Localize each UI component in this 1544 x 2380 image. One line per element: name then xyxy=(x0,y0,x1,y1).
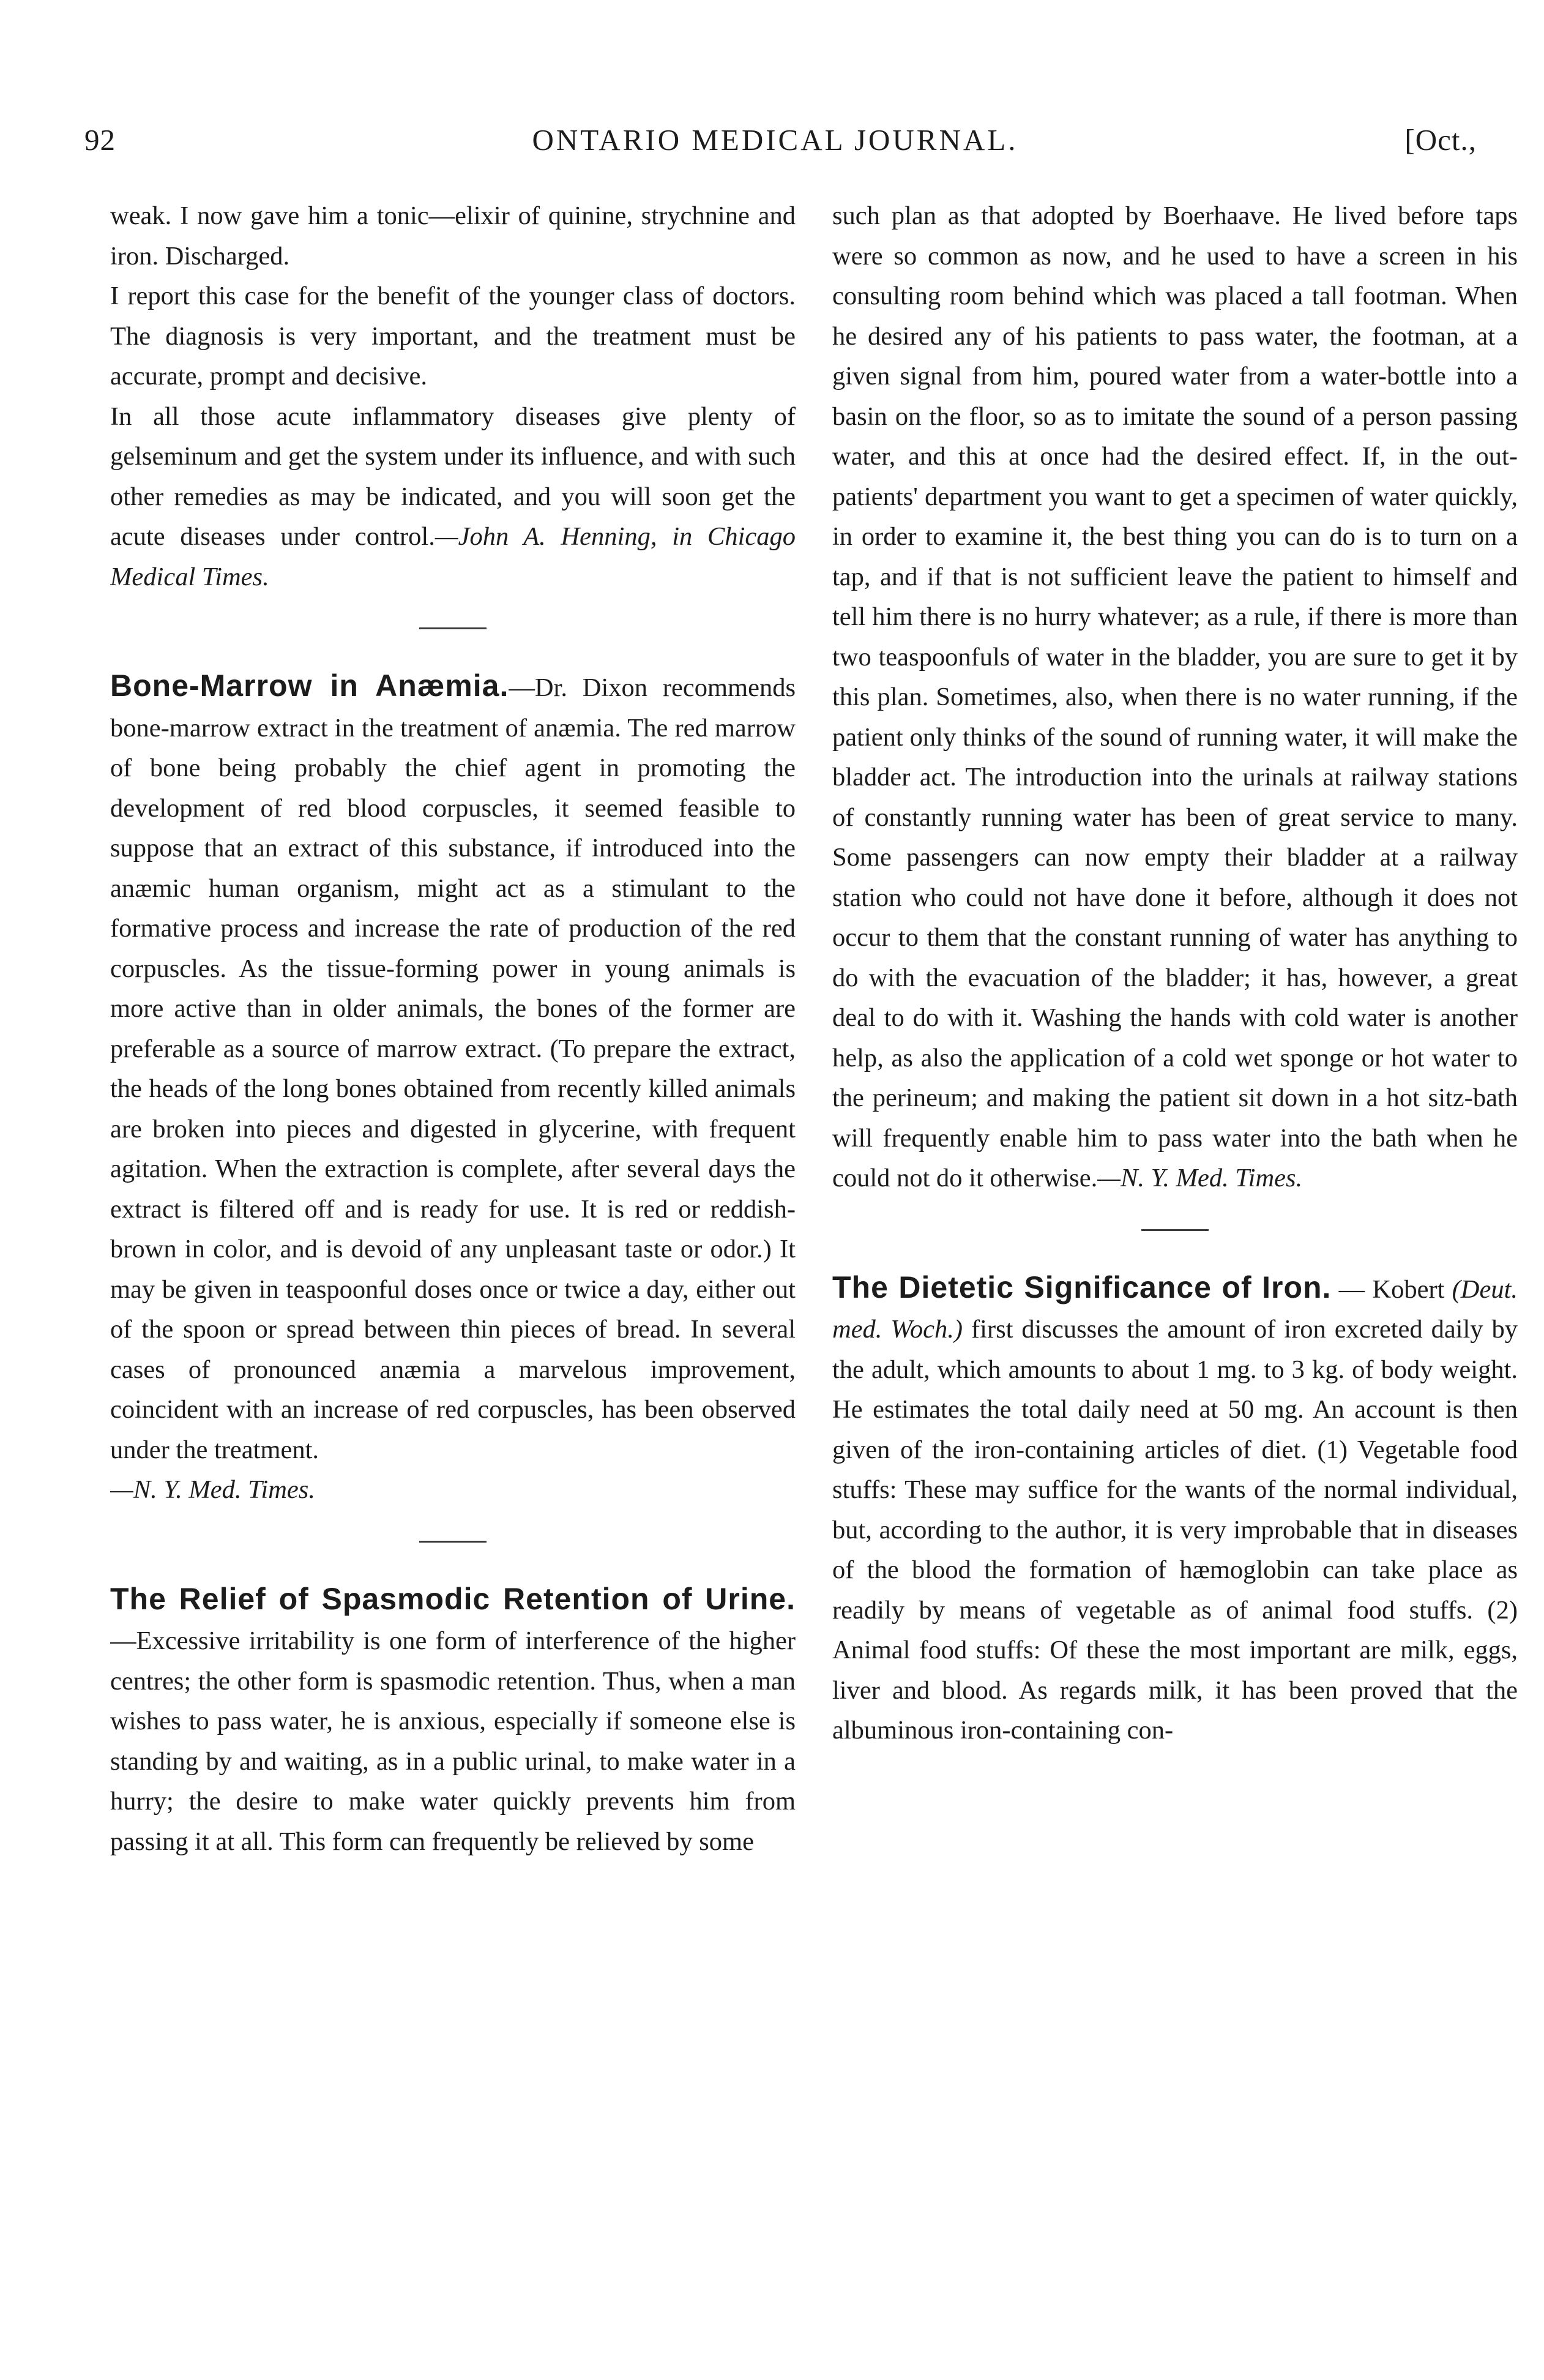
bone-marrow-body: —Dr. Dixon recommends bone-marrow extract in the treatment of anæmia. The red marrow of bone being probably the chief agent in promoting the development of red blood corpuscles, it seemed feasible to suppose that an extract of this substance, if introduced into the anæmic human organism, might act as a stimulant to the formative process and increase the rate of production of the red corpuscles. As the tissue-forming power in young animals is more active than in older animals, the bones of the former are preferable as a source of marrow extract. (To prepare the extract, the heads of the long bones obtained from recently killed animals are broken into pieces and digested in glycerine, with frequent agitation. When the extraction is complete, after several days the extract is filtered off and is ready for use. It is red or reddish-brown in color, and is devoid of any unpleasant taste or odor.) It may be given in teaspoonful doses once or twice a day, either out of the spoon or spread between thin pieces of bread. In several cases of pronounced anæmia a marvelous improvement, coincident with an increase of red corpuscles, has been observed under the treatment. xyxy=(110,673,796,1464)
heading-bone-marrow: Bone-Marrow in Anæmia. xyxy=(110,668,509,703)
left-column xyxy=(110,196,796,2343)
bone-marrow-citation: —N. Y. Med. Times. xyxy=(110,1475,315,1504)
heading-spasmodic-retention: The Relief of Spasmodic Retention of Urine. xyxy=(110,1581,796,1616)
heading-dietetic-iron: The Dietetic Significance of Iron. xyxy=(832,1270,1332,1304)
section-divider xyxy=(1141,1229,1209,1231)
henning-citation: —John A. Henning, in Chicago Medical Times. xyxy=(110,522,796,591)
iron-source: (Deut. med. Woch.) xyxy=(832,1274,1518,1344)
page-number: 92 xyxy=(84,123,116,157)
spasmodic-continuation-text: such plan as that adopted by Boerhaave. He lived before taps were so common as now, and he used to have a screen in his consulting room behind which was placed a tall footman. When he desired any of his patients to pass water, the footman, at a given signal from him, poured water from a water-bottle into a basin on the floor, so as to imitate the sound of a person passing water, and this at once had the desired effect. If, in the out-patients' department you want to get a specimen of water quickly, in order to examine it, the best thing you can do is to turn on a tap, and if that is not sufficient leave the patient to himself and tell him there is no hurry whatever; as a rule, if there is more than two teaspoonfuls of water in the bladder, you are sure to get it by this plan. Sometimes, also, when there is no water running, if the patient only thinks of the sound of running water, it will make the bladder act. The introduction into the urinals at railway stations of constantly running water has been of great service to many. Some passengers can now empty their bladder at a railway station who could not have done it before, although it does not occur to them that the constant running of water has anything to do with the evacuation of the bladder; it has, however, a great deal to do with it. Washing the hands with cold water is another help, as also the application of a cold wet sponge or hot water to the perineum; and making the patient sit down in a hot sitz-bath will frequently enable him to pass water into the bath when he could not do it otherwise. xyxy=(832,201,1518,1192)
paragraph-report: I report this case for the benefit of the younger class of doctors. The diagnosis is very important, and the treatment must be accurate, prompt and decisive. xyxy=(110,282,796,391)
article-spasmodic-retention xyxy=(110,1579,796,1862)
spasmodic-continuation xyxy=(832,196,1518,1199)
issue-month: [Oct., xyxy=(1404,123,1477,157)
iron-body: first discusses the amount of iron excreted daily by the adult, which amounts to about 1 mg. to 3 kg. of body weight. He estimates the total daily need at 50 mg. An account is then given of the iron-containing articles of diet. (1) Vegetable food stuffs: These may suffice for the wants of the normal individual, but, according to the author, it is very improbable that in diseases of the blood the formation of hæmoglobin can take place as readily by means of vegetable as of animal food stuffs. (2) Animal food stuffs: Of these the most important are milk, eggs, liver and blood. As regards milk, it has been proved that the albuminous iron-containing con- xyxy=(832,1315,1518,1745)
paragraph-gelseminum xyxy=(110,397,796,597)
gelseminum-text: In all those acute inflammatory diseases give plenty of gelseminum and get the system under its influence, and with such other remedies as may be indicated, and you will soon get the acute diseases under control. xyxy=(110,402,796,551)
journal-title: ONTARIO MEDICAL JOURNAL. xyxy=(532,123,1018,157)
iron-dash: — xyxy=(1331,1274,1373,1304)
section-divider xyxy=(419,1541,487,1543)
right-column xyxy=(832,196,1518,2343)
running-head xyxy=(73,122,1477,159)
bone-marrow-citation-line xyxy=(110,1470,796,1510)
paragraph-weak: weak. I now gave him a tonic—elixir of quinine, strychnine and iron. Discharged. xyxy=(110,201,796,271)
iron-author: Kobert xyxy=(1372,1274,1452,1304)
section-divider xyxy=(419,627,487,629)
article-dietetic-iron xyxy=(832,1268,1518,1751)
spasmodic-body: —Excessive irritability is one form of interference of the higher centres; the other form is spasmodic retention. Thus, when a man wishes to pass water, he is anxious, especially if someone else is standing by and waiting, as in a public urinal, to make water in a hurry; the desire to make water quickly prevents him from passing it at all. This form can frequently be relieved by some xyxy=(110,1626,796,1856)
article-bone-marrow xyxy=(110,666,796,1470)
spasmodic-citation: —N. Y. Med. Times. xyxy=(1097,1164,1303,1192)
